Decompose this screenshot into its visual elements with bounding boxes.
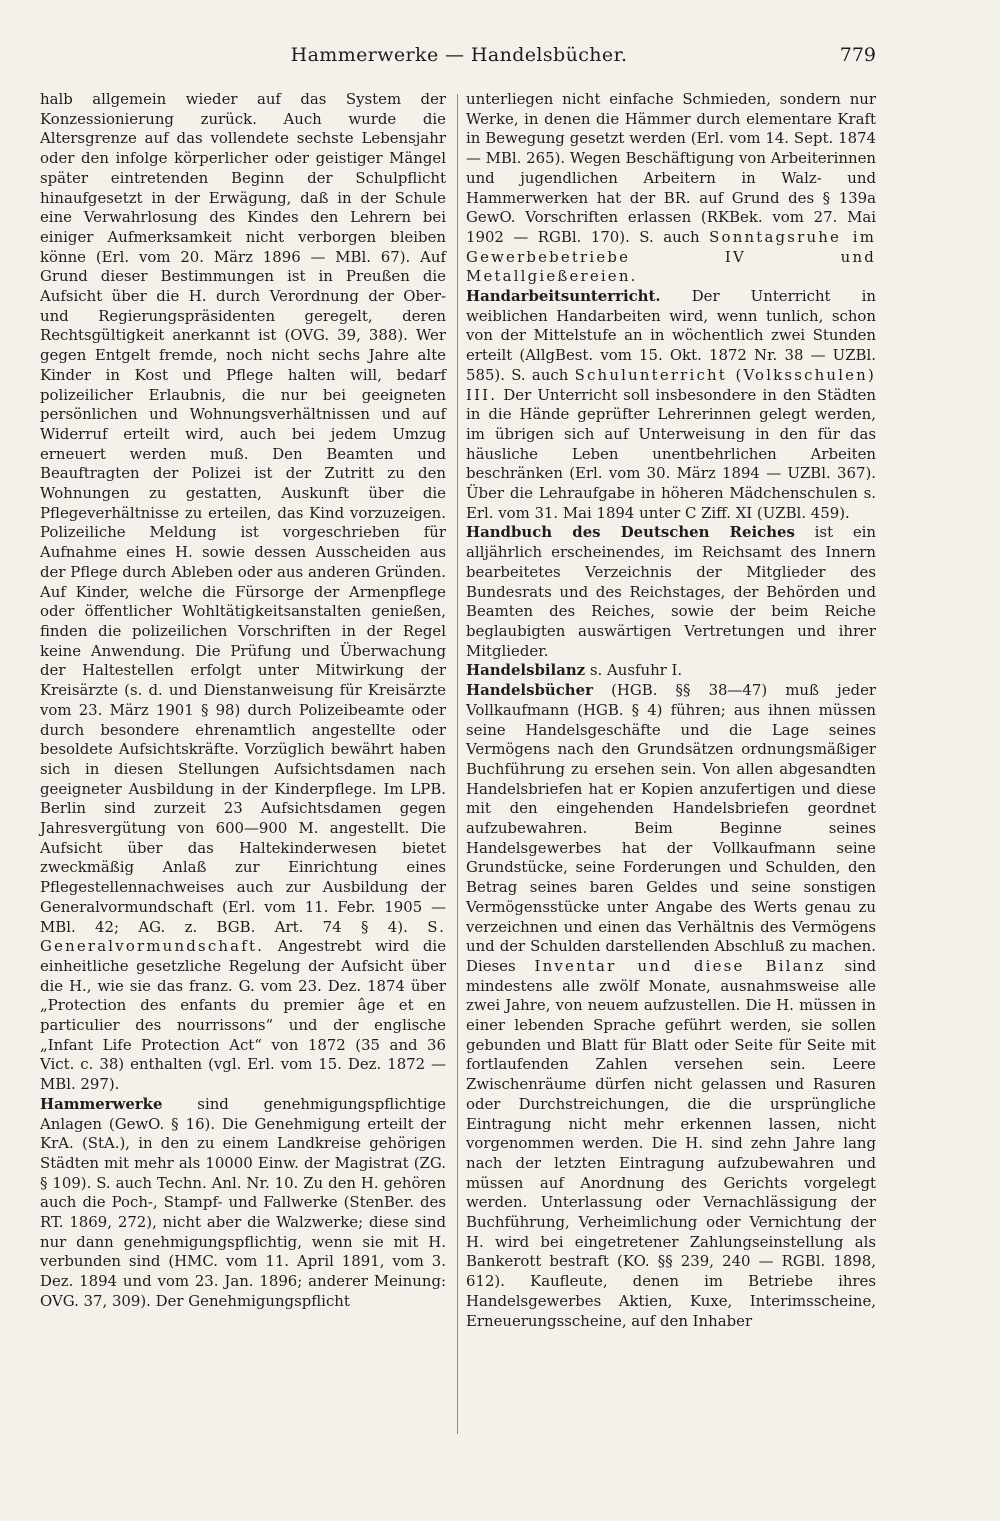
paragraph-haltekinder: [40, 90, 446, 1095]
entry-handelsbuecher: [466, 681, 876, 1331]
entry-text: ist ein alljährlich erscheinendes, im Reichsamt des Innern bearbeitetes Verzeichnis der Mitglieder des Bundesrats und des Reichstages, der Behörden und Beamten des Reiches, sowie der beim Reiche beglaubigten auswärtigen Vertretungen und ihrer Mitglieder.: [466, 523, 876, 660]
entry-headword: Handbuch des Deutschen Reiches: [466, 523, 795, 542]
entry-handarbeitsunterricht: [466, 287, 876, 523]
cross-reference: S. Generalvormundschaft.: [40, 917, 447, 956]
running-header: [40, 44, 878, 78]
entry-headword: Handelsbilanz: [466, 661, 586, 680]
cross-reference: Sonntagsruhe im Gewerbebetriebe IV und Metallgießereien.: [466, 227, 877, 286]
left-column: [40, 90, 446, 1312]
entry-handbuch: [466, 523, 876, 661]
entry-text: unterliegen nicht einfache Schmieden, sondern nur Werke, in denen die Hämmer durch elementare Kraft in Bewegung gesetzt werden (Erl. vom 14. Sept. 1874 — MBl. 265). Wegen Beschäftigung von Arbeiterinnen und jugendlichen Arbeitern in Walz- und Hammerwerken hat der BR. auf Grund des § 139a GewO. Vorschriften erlassen (RKBek. vom 27. Mai 1902 — RGBl. 170). S. auch: [466, 90, 876, 246]
page-number: 779: [839, 44, 876, 66]
entry-text: sind mindestens alle zwölf Monate, ausnahmsweise alle zwei Jahre, von neuem aufzustellen. Die H. müssen in einer lebenden Sprache geführt werden, sie sollen gebunden und Blatt für Blatt oder Seite für Seite mit fortlaufenden Zahlen versehen sein. Leere Zwischenräume dürfen nicht gelassen und Rasuren oder Durchstreichungen, die die ursprüngliche Eintragung nicht mehr erkennen lassen, nicht vorgenommen werden. Die H. sind zehn Jahre lang nach der letzten Eintragung aufzubewahren und müssen auf Anordnung des Gerichts vorgelegt werden. Unterlassung oder Vernachlässigung der Buchführung, Verheimlichung oder Vernichtung der H. wird bei eingetretener Zahlungseinstellung als Bankerott bestraft (KO. §§ 239, 240 — RGBl. 1898, 612). Kaufleute, denen im Betriebe ihres Handelsgewerbes Aktien, Kuxe, Interimsscheine, Erneuerungsscheine, auf den Inhaber: [466, 956, 876, 1330]
paragraph-text: Angestrebt wird die einheitliche gesetzliche Regelung der Aufsicht über die H., wie sie das franz. G. vom 23. Dez. 1874 über „Protection des enfants du premier âge et en particulier des nourrissons“ und der englische „Infant Life Protection Act“ von 1872 (35 and 36 Vict. c. 38) enthalten (vgl. Erl. vom 15. Dez. 1872 — MBl. 297).: [40, 937, 447, 1094]
entry-text: sind genehmigungspflichtige Anlagen (GewO. § 16). Die Genehmigung erteilt der KrA. (StA.), in den zu einem Landkreise gehörigen Städten mit mehr als 10000 Einw. der Magistrat (ZG. § 109). S. auch Techn. Anl. Nr. 10. Zu den H. gehören auch die Poch-, Stampf- und Fallwerke (StenBer. des RT. 1869, 272), nicht aber die Walzwerke; diese sind nur dann genehmigungspflichtig, wenn sie mit H. verbunden sind (HMC. vom 11. April 1891, vom 3. Dez. 1894 und vom 23. Jan. 1896; anderer Meinung: OVG. 37, 309). Der Genehmigungspflicht: [40, 1094, 446, 1310]
entry-headword: Hammerwerke: [40, 1094, 163, 1113]
column-divider: [457, 94, 458, 1434]
entry-hammerwerke: [40, 1095, 446, 1312]
right-column: [466, 90, 876, 1331]
header-title: Hammerwerke — Handelsbücher.: [290, 44, 628, 66]
cross-reference: Schulunterricht (Volksschulen) III.: [466, 365, 876, 404]
entry-text: Der Unterricht soll insbesondere in den Städten in die Hände geprüfter Lehrerinnen gelegt werden, im übrigen sich auf Unterweisung in den für das häusliche Leben unentbehrlichen Arbeiten beschränken (Erl. vom 30. März 1894 — UZBl. 367). Über die Lehraufgabe in höheren Mädchenschulen s. Erl. vom 31. Mai 1894 unter C Ziff. XI (UZBl. 459).: [466, 385, 877, 522]
paragraph-text: halb allgemein wieder auf das System der Konzessionierung zurück. Auch wurde die Altersgrenze auf das vollendete sechste Lebensjahr oder den infolge körperlicher oder geistiger Mängel später eintretenden Beginn der Schulpflicht hinaufgesetzt in der Erwägung, daß in der Schule eine Verwahrlosung des Kindes den Lehrern bei einiger Aufmerksamkeit nicht verborgen bleiben könne (Erl. vom 20. März 1896 — MBl. 67). Auf Grund dieser Bestimmungen ist in Preußen die Aufsicht über die H. durch Verordnung der Ober- und Regierungspräsidenten geregelt, deren Rechtsgültigkeit anerkannt ist (OVG. 39, 388). Wer gegen Entgelt fremde, noch nicht sechs Jahre alte Kinder in Kost und Pflege halten will, bedarf polizeilicher Erlaubnis, die nur bei geeigneten persönlichen und Wohnungsverhältnissen und auf Widerruf erteilt wird, auch bei jedem Umzug erneuert werden muß. Den Beamten und Beauftragten der Polizei ist der Zutritt zu den Wohnungen zu gestatten, Auskunft über die Pflegeverhältnisse zu erteilen, das Kind vorzuzeigen. Polizeiliche Meldung ist vorgeschrieben für Aufnahme eines H. sowie dessen Ausscheiden aus der Pflege durch Ableben oder aus anderen Gründen. Auf Kinder, welche die Fürsorge der Armenpflege oder öffentlicher Wohltätigkeitsanstalten genießen, finden die polizeilichen Vorschriften in der Regel keine Anwendung. Die Prüfung und Überwachung der Haltestellen erfolgt unter Mitwirkung der Kreisärzte (s. d. und Dienstanweisung für Kreisärzte vom 23. März 1901 § 98) durch Polizeibeamte oder durch besondere ehrenamtlich angestellte oder besoldete Aufsichtskräfte. Vorzüglich bewährt haben sich in diesen Stellungen Aufsichtsdamen nach geeigneter Ausbildung in der Kinderpflege. Im LPB. Berlin sind zurzeit 23 Aufsichtsdamen gegen Jahresvergütung von 600—900 M. angestellt. Die Aufsicht über das Haltekinderwesen bietet zweckmäßig Anlaß zur Einrichtung eines Pflegestellennachweises auch zur Ausbildung der Generalvormundschaft (Erl. vom 11. Febr. 1905 — MBl. 42; AG. z. BGB. Art. 74 § 4).: [40, 90, 446, 936]
entry-hammerwerke-continued: [466, 90, 876, 287]
entry-headword: Handelsbücher: [466, 681, 593, 700]
emphasized-term: Inventar und diese Bilanz: [534, 956, 826, 975]
entry-text: (HGB. §§ 38—47) muß jeder Vollkaufmann (HGB. § 4) führen; aus ihnen müssen seine Handelsgeschäfte und die Lage seines Vermögens nach den Grundsätzen ordnungsmäßiger Buchführung zu ersehen sein. Von allen abgesandten Handelsbriefen hat er Kopien anzufertigen und diese mit den eingehenden Handelsbriefen geordnet aufzubewahren. Beim Beginne seines Handelsgewerbes hat der Vollkaufmann seine Grundstücke, seine Forderungen und Schulden, den Betrag seines baren Geldes und seine sonstigen Vermögensstücke unter Angabe des Werts genau zu verzeichnen und einen das Verhältnis des Vermögens und der Schulden darstellenden Abschluß zu machen. Dieses: [466, 681, 876, 975]
entry-text: Der Unterricht in weiblichen Handarbeiten wird, wenn tunlich, schon von der Mittelstufe an in wöchentlich zwei Stunden erteilt (AllgBest. vom 15. Okt. 1872 Nr. 38 — UZBl. 585). S. auch: [466, 287, 876, 384]
entry-handelsbilanz: [466, 661, 876, 681]
entry-text: s. Ausfuhr I.: [589, 661, 683, 680]
entry-headword: Handarbeitsunterricht.: [466, 287, 661, 306]
